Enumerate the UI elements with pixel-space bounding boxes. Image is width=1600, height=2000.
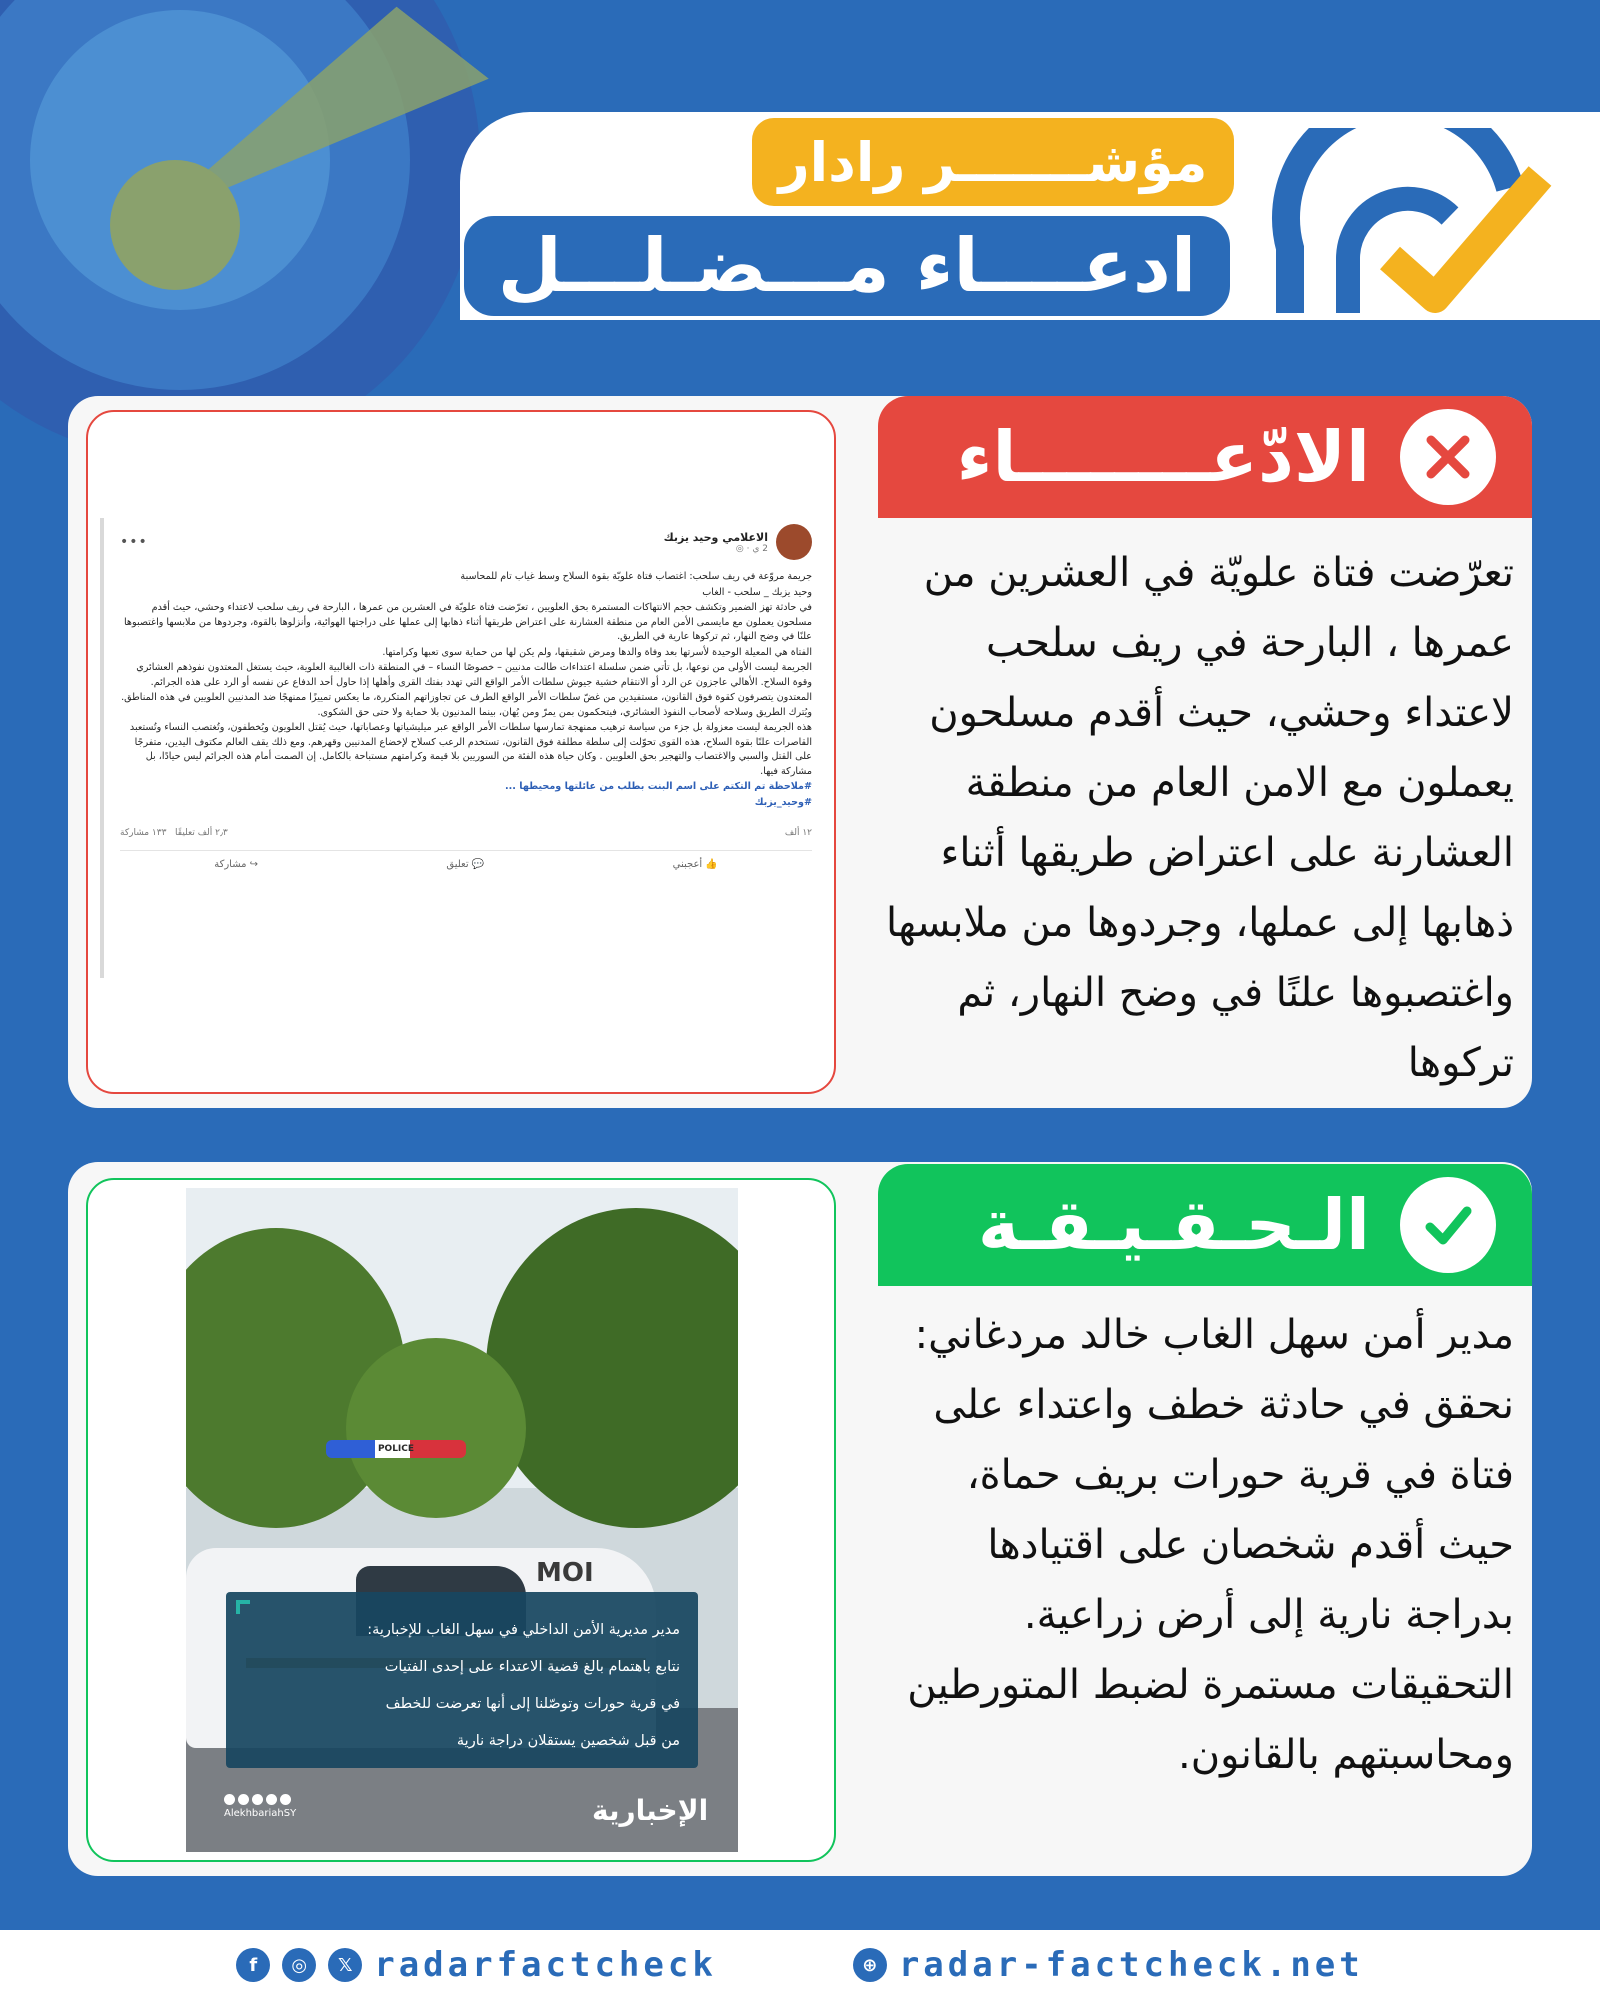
facebook-post bbox=[100, 518, 824, 978]
post-time: 2 ي · ◎ bbox=[735, 543, 768, 554]
post-line: في حادثة تهز الضمير وتكشف حجم الانتهاكات المستمرة بحق العلويين ، تعرّضت فتاة علويّة في العشرين من عمرها ، البارحة في ريف سلحب لاعتداء وحشي، حيث أقدم مسلحون يعملون مع مايسمى الأمن العام من منطقة العشارنة على اعتراض طريقها أثناء ذهابها إلى عملها على دراجتها الهوائية، وأنزلوها بالقوة، وجردوها من ملابسها واغتصبوها علنًا في وضح النهار، ثم تركوها عارية في الطريق. bbox=[124, 602, 812, 642]
shares-count[interactable]: ١٣٣ مشاركة bbox=[120, 828, 167, 838]
post-line: الجريمة ليست الأولى من نوعها، بل تأتي ضمن سلسلة اعتداءات طالت مدنيين – خصوصًا النساء – في المنطقة ذات الغالبية العلوية، حيث يستغل المعتدون نفوذهم العشائري وقوة السلاح. الأهالي عاجزون عن الرد أو الانتقام خشية جيوش سلطات الأمر الواقع التي تهدد بفتك القرى وأهلها إذا حاول أحد الدفاع عن نفسه أو الرد على هذه الجرائم. bbox=[136, 662, 812, 688]
caption-line: مدير مديرية الأمن الداخلي في سهل الغاب للإخبارية: bbox=[367, 1622, 680, 1638]
post-hashtag[interactable]: #وحيد_يزبك bbox=[754, 796, 812, 808]
truth-ribbon bbox=[878, 1164, 1532, 1286]
post-stats bbox=[120, 828, 812, 838]
post-body bbox=[120, 570, 812, 810]
comment-button[interactable]: 💬 تعليق bbox=[446, 859, 485, 870]
comments-count[interactable]: ٢٫٣ ألف تعليقًا bbox=[175, 828, 228, 838]
caption-line: نتابع باهتمام بالغ قضية الاعتداء على إحدى الفتيات bbox=[384, 1659, 680, 1675]
header-tag-main: ادعــــاء مـــضـلـــل bbox=[460, 212, 1234, 320]
photo-caption bbox=[226, 1592, 698, 1768]
claim-title: الادّعــــــــاء bbox=[956, 416, 1370, 498]
share-button[interactable]: ↪ مشاركة bbox=[214, 859, 259, 870]
like-button[interactable]: 👍 أعجبني bbox=[672, 859, 718, 870]
x-twitter-icon[interactable]: 𝕏 bbox=[328, 1948, 362, 1982]
police-lightbar: POLICE bbox=[326, 1440, 466, 1458]
social-handle[interactable]: radarfactcheck bbox=[374, 1945, 717, 1985]
radar-decoration bbox=[0, 0, 480, 460]
website-link[interactable]: radar-factcheck.net bbox=[898, 1945, 1364, 1985]
vehicle-marking: MOI bbox=[536, 1558, 594, 1588]
facebook-icon[interactable]: f bbox=[236, 1948, 270, 1982]
claim-text: تعرّضت فتاة علويّة في العشرين من عمرها ، البارحة في ريف سلحب لاعتداء وحشي، حيث أقدم مسلحون يعملون مع الامن العام من منطقة العشارنة على اعتراض طريقها أثناء ذهابها إلى عملها، وجردوها من ملابسها واغتصبوها علنًا في وضح النهار، ثم تركوها bbox=[886, 550, 1514, 1086]
header-tag-top: مؤشـــــــر رادار bbox=[752, 118, 1234, 206]
caption-line: من قبل شخصين يستقلان دراجة نارية bbox=[456, 1733, 680, 1749]
post-line: الفتاة هي المعيلة الوحيدة لأسرتها بعد وفاة والدها ومرض شقيقها، ولم يكن لها من حماية سوى تعبها وكرامتها. bbox=[382, 646, 812, 658]
x-icon bbox=[1400, 409, 1496, 505]
post-line: المعتدون يتصرفون كقوة فوق القانون، مستفيدين من غضّ سلطات الأمر الواقع الطرف عن تجاوزاتهم المتكررة، ما يعكس تمييزًا ممنهجًا ضد المدنيين العلويين في هذه المناطق. ويُترك الطريق وسلاحه لأصحاب النفوذ العشائري، فيتحكمون بمن يمرّ ومن يُهان، بينما المدنيون بلا حماية ولا حتى حق الشكوى. bbox=[121, 692, 812, 718]
globe-icon: ⊕ bbox=[853, 1948, 887, 1982]
footer-website bbox=[853, 1945, 1364, 1985]
truth-text: مدير أمن سهل الغاب خالد مردغاني: نحقق في حادثة خطف واعتداء على فتاة في قرية حورات بريف حماة، حيث أقدم شخصان على اقتيادها بدراجة نارية إلى أرض زراعية. التحقيقات مستمرة لضبط المتورطين ومحاسبتهم بالقانون. bbox=[907, 1312, 1514, 1778]
post-note: #ملاحظة تم التكتم على اسم البنت بطلب من عائلتها ومحيطها ... bbox=[504, 781, 812, 792]
instagram-icon[interactable]: ◎ bbox=[282, 1948, 316, 1982]
caption-line: في قرية حورات وتوصّلنا إلى أنها تعرضت للخطف bbox=[385, 1696, 680, 1712]
more-options-icon[interactable]: ••• bbox=[120, 534, 148, 550]
post-line: جريمة مروّعة في ريف سلحب: اغتصاب فتاة علويّة بقوة السلاح وسط غياب تام للمحاسبة bbox=[460, 571, 812, 582]
claim-ribbon bbox=[878, 396, 1532, 518]
post-line: هذه الجريمة ليست معزولة بل جزء من سياسة ترهيب ممنهجة تمارسها سلطات الأمر الواقع عبر ميليشياتها وعصاباتها، حيث يُقتل العلويون ويُخطفون، وتُغتصب النساء وتُستعبد القاصرات علنًا بقوة السلاح، هذه القوى تحوّلت إلى سلطة مطلقة فوق القانون، تستخدم الرعب كسلاح لإخضاع المدنيين وقهرهم. ومع ذلك يقف العالم مكتوف اليدين، متفرجًا على القتل والسبي والاغتصاب والتهجير بحق العلويين . وكان حياة هذه الفئة من السوريين بلا قيمة وكرامتهم مستباحة بالكامل. إن الصمت أمام هذه الجرائم ليس حيادًا، بل مشاركة فيها. bbox=[129, 722, 812, 777]
truth-title: الـحـقـيـقـة bbox=[977, 1184, 1370, 1266]
footer bbox=[0, 1930, 1600, 2000]
brand-logo: الإخبارية bbox=[592, 1794, 709, 1827]
social-icons bbox=[224, 1794, 291, 1805]
radar-core bbox=[110, 160, 240, 290]
post-actions bbox=[120, 859, 812, 870]
caption-corner-mark bbox=[236, 1600, 250, 1614]
reactions-count[interactable]: ١٢ ألف bbox=[784, 828, 812, 838]
post-line: وحيد يزبك _ سلحب - الغاب bbox=[702, 586, 812, 598]
post-author: الاعلامي وحيد يزبك bbox=[663, 530, 768, 544]
check-icon bbox=[1400, 1177, 1496, 1273]
photo-tree bbox=[346, 1338, 526, 1518]
radar-logo-icon bbox=[1270, 128, 1560, 318]
photo-handle: AlekhbariahSY bbox=[224, 1808, 297, 1819]
divider bbox=[120, 850, 812, 851]
avatar bbox=[776, 524, 812, 560]
footer-social bbox=[236, 1945, 717, 1985]
